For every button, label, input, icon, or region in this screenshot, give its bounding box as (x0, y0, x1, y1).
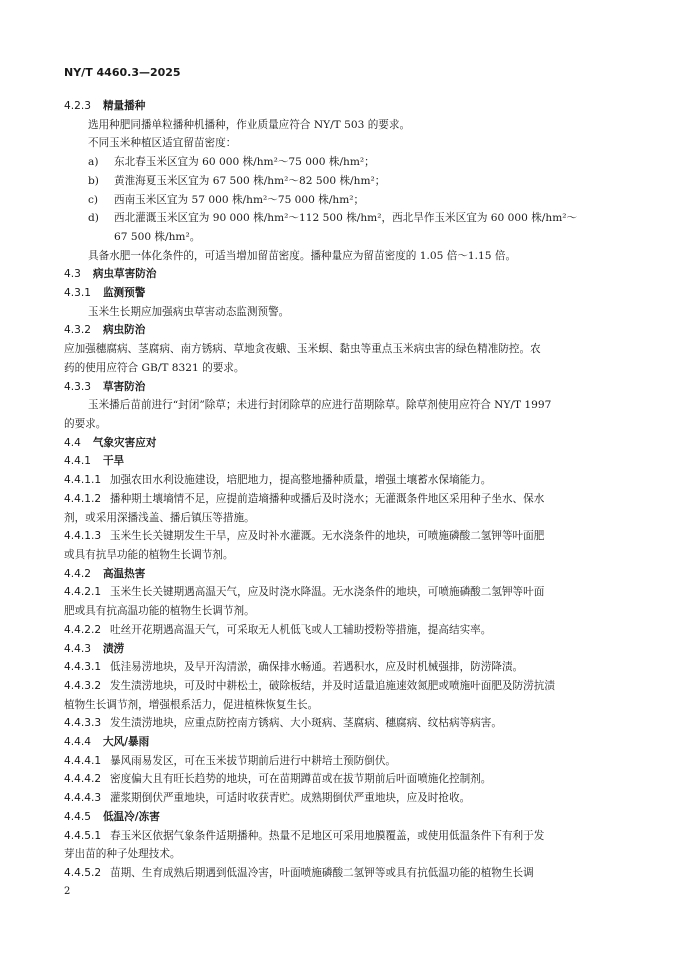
paragraph-continued: 的要求。 (64, 418, 107, 430)
list-text: 西北灌溉玉米区宜为 90 000 株/hm²～112 500 株/hm²，西北旱作玉米区宜为 60 000 株/hm²～ (114, 212, 578, 224)
clause-number: 4.4.2.1 (64, 586, 102, 598)
list-item-c (88, 193, 364, 207)
list-label: a) (88, 156, 99, 168)
clause-text-continued: 肥或具有抗高温功能的植物生长调节剂。 (64, 605, 255, 617)
clause-number: 4.4.5.2 (64, 867, 102, 879)
clause-text: 苗期、生育成熟后期遇到低温冷害，叶面喷施磷酸二氢钾等或具有抗低温功能的植物生长调 (110, 867, 534, 879)
clause-4-4-1-3 (64, 529, 544, 543)
section-title: 气象灾害应对 (92, 437, 157, 449)
section-4-4-2-heading (64, 567, 145, 581)
clause-4-4-3-2 (64, 679, 555, 693)
list-item-b (88, 174, 385, 188)
clause-text-continued: 剂，或采用深播浅盖、播后镇压等措施。 (64, 512, 255, 524)
list-label: b) (88, 175, 99, 187)
section-number: 4.3.2 (64, 324, 91, 336)
list-label: c) (88, 194, 99, 206)
section-4-3-3-heading (64, 380, 145, 394)
section-number: 4.4.3 (64, 643, 91, 655)
clause-4-4-3-1 (64, 660, 523, 674)
clause-4-4-1-2 (64, 492, 544, 506)
clause-number: 4.4.4.1 (64, 755, 102, 767)
section-title: 高温热害 (102, 568, 146, 580)
list-text-continued: 67 500 株/hm²。 (114, 231, 201, 243)
paragraph: 玉米播后苗前进行“封闭”除草；未进行封闭除草的应进行苗期除草。除草剂使用应符合 NY/T 1997 (88, 399, 552, 411)
clause-text: 玉米生长关键期遇高温天气，应及时浇水降温。无水浇条件的地块，可喷施磷酸二氢钾等叶面 (110, 586, 545, 598)
clause-number: 4.4.1.1 (64, 474, 102, 486)
clause-text-continued: 芽出苗的种子处理技术。 (64, 848, 181, 860)
clause-text: 播种期土壤墒情不足，应提前造墒播种或播后及时浇水；无灌溉条件地区采用种子坐水、保水 (110, 493, 545, 505)
paragraph-continued: 药的使用应符合 GB/T 8321 的要求。 (64, 362, 245, 374)
section-title: 低温冷/冻害 (102, 811, 160, 823)
clause-4-4-2-1 (64, 585, 544, 599)
section-title: 病虫草害防治 (92, 268, 157, 280)
section-title: 大风/暴雨 (102, 736, 150, 748)
section-title: 监测预警 (102, 287, 146, 299)
section-4-4-1-heading (64, 454, 124, 468)
section-number: 4.3.3 (64, 381, 91, 393)
clause-number: 4.4.3.2 (64, 680, 102, 692)
clause-4-4-5-2 (64, 866, 534, 880)
section-title: 干旱 (102, 455, 125, 467)
section-title: 渍涝 (102, 643, 125, 655)
list-text: 黄淮海夏玉米区宜为 67 500 株/hm²～82 500 株/hm²； (114, 175, 386, 187)
clause-4-4-5-1 (64, 829, 544, 843)
clause-4-4-3-3 (64, 716, 502, 730)
clause-text-continued: 植物生长调节剂，增强根系活力，促进植株恢复生长。 (64, 699, 319, 711)
clause-text: 低洼易涝地块，及早开沟清淤，确保排水畅通。若遇积水，应及时机械强排，防涝降渍。 (110, 661, 524, 673)
list-item-a (88, 155, 375, 169)
clause-number: 4.4.2.2 (64, 624, 102, 636)
clause-4-4-4-3 (64, 791, 470, 805)
clause-text-continued: 或具有抗旱功能的植物生长调节剂。 (64, 549, 234, 561)
clause-4-4-4-2 (64, 772, 491, 786)
paragraph: 具备水肥一体化条件的，可适当增加留苗密度。播种量应为留苗密度的 1.05 倍～1.15 倍。 (88, 250, 517, 262)
clause-number: 4.4.1.3 (64, 530, 102, 542)
page-number: 2 (64, 886, 71, 897)
clause-4-4-2-2 (64, 623, 491, 637)
clause-number: 4.4.4.2 (64, 773, 102, 785)
document-id: NY/T 4460.3—2025 (64, 66, 181, 79)
section-number: 4.4.2 (64, 568, 91, 580)
section-title: 精量播种 (102, 100, 146, 112)
list-label: d) (88, 212, 99, 224)
clause-text: 发生渍涝地块，应重点防控南方锈病、大小斑病、茎腐病、穗腐病、纹枯病等病害。 (110, 717, 502, 729)
clause-number: 4.4.4.3 (64, 792, 102, 804)
section-title: 草害防治 (102, 381, 146, 393)
clause-text: 加强农田水利设施建设，培肥地力，提高整地播种质量，增强土壤蓄水保墒能力。 (110, 474, 492, 486)
list-text: 西南玉米区宜为 57 000 株/hm²～75 000 株/hm²； (114, 194, 365, 206)
section-number: 4.4.1 (64, 455, 91, 467)
paragraph: 玉米生长期应加强病虫草害动态监测预警。 (88, 306, 290, 318)
section-number: 4.4.5 (64, 811, 91, 823)
section-number: 4.4 (64, 437, 81, 449)
section-number: 4.2.3 (64, 100, 91, 112)
section-4-4-5-heading (64, 810, 160, 824)
section-4-4-heading (64, 436, 156, 450)
clause-text: 灌浆期倒伏严重地块，可适时收获青贮。成熟期倒伏严重地块，应及时抢收。 (110, 792, 471, 804)
clause-number: 4.4.1.2 (64, 493, 102, 505)
clause-text: 玉米生长关键期发生干旱，应及时补水灌溉。无水浇条件的地块，可喷施磷酸二氢钾等叶面肥 (110, 530, 545, 542)
section-4-3-1-heading (64, 286, 145, 300)
section-4-3-2-heading (64, 323, 145, 337)
clause-4-4-4-1 (64, 754, 396, 768)
clause-number: 4.4.3.3 (64, 717, 102, 729)
list-item-d (88, 211, 577, 225)
paragraph: 应加强穗腐病、茎腐病、南方锈病、草地贪夜蛾、玉米螟、黏虫等重点玉米病虫害的绿色精准防控。农 (64, 343, 541, 355)
clause-text: 春玉米区依据气象条件适期播种。热量不足地区可采用地膜覆盖，或使用低温条件下有利于发 (110, 830, 545, 842)
section-number: 4.3 (64, 268, 81, 280)
list-text: 东北春玉米区宜为 60 000 株/hm²～75 000 株/hm²； (114, 156, 375, 168)
section-4-4-3-heading (64, 642, 124, 656)
paragraph: 选用种肥同播单粒播种机播种，作业质量应符合 NY/T 503 的要求。 (88, 119, 411, 131)
section-4-2-3-heading (64, 99, 145, 113)
clause-text: 暴风雨易发区，可在玉米拔节期前后进行中耕培土预防倒伏。 (110, 755, 397, 767)
clause-text: 发生渍涝地块，可及时中耕松土，破除板结，并及时适量追施速效氮肥或喷施叶面肥及防涝抗渍 (110, 680, 555, 692)
section-4-4-4-heading (64, 735, 149, 749)
paragraph: 不同玉米种植区适宜留苗密度： (88, 137, 237, 149)
section-number: 4.3.1 (64, 287, 91, 299)
clause-4-4-1-1 (64, 473, 491, 487)
clause-text: 密度偏大且有旺长趋势的地块，可在苗期蹲苗或在拔节期前后叶面喷施化控制剂。 (110, 773, 492, 785)
clause-number: 4.4.3.1 (64, 661, 102, 673)
section-4-3-heading (64, 267, 156, 281)
clause-number: 4.4.5.1 (64, 830, 102, 842)
section-number: 4.4.4 (64, 736, 91, 748)
clause-text: 吐丝开花期遇高温天气，可采取无人机低飞或人工辅助授粉等措施，提高结实率。 (110, 624, 492, 636)
section-title: 病虫防治 (102, 324, 146, 336)
